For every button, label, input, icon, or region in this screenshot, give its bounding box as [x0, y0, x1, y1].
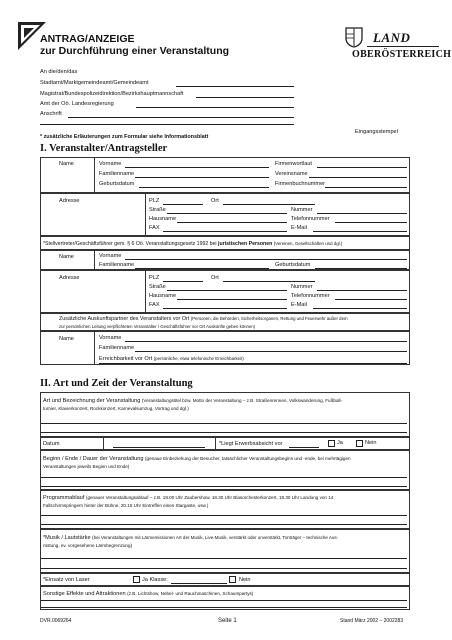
laser-no-label: Nein [239, 577, 251, 583]
city-field[interactable] [223, 204, 315, 205]
effects-block [40, 586, 410, 610]
laser-label: *Einsatz von Laser [43, 577, 90, 583]
contact-first-name-field[interactable] [125, 341, 407, 342]
email-label: E-Mail [291, 225, 307, 231]
recipient-field-2[interactable] [196, 97, 294, 98]
program-block [40, 490, 410, 529]
contact-name-label: Name [59, 336, 74, 342]
music-detail: (bei Veranstaltungen mit Lärmemissionen Art der Musik, Live-Musik, verstärkt oder unverstärkt, Tonträger – technische Aus- [92, 535, 339, 540]
duration-block [40, 450, 410, 490]
music-field-2[interactable] [41, 568, 407, 569]
music-main: *Musik / Lautstärke [43, 535, 91, 541]
proxy-note-bold: juristischen Personen [218, 241, 273, 247]
contact-reach-label [99, 355, 244, 363]
contact-reach-field[interactable] [99, 363, 407, 364]
title-line-1: ANTRAG/ANZEIGE [40, 33, 135, 45]
event-type-examples: turnier, Klavierkonzert, Rockkonzert, Karnevalsumzug, Vortrag und dgl.) [43, 406, 189, 411]
zip-field[interactable] [163, 204, 203, 205]
phone-label: Telefonnummer [291, 216, 330, 222]
program-examples: Fallschirmspringern hinter der Bühne, 20.15 Uhr Eintreffen eines Stargaste, usw.) [43, 503, 209, 508]
company-name-label: Firmenwortlaut [275, 161, 312, 167]
recipient-line-2: Magistrat/Bundespolizeidirektion/Bezirkshauptmannschaft [40, 91, 184, 97]
zip-label: PLZ [149, 198, 160, 204]
contact-last-name-field[interactable] [135, 351, 407, 352]
section-1-title: I. Veranstalter/Antragsteller [40, 143, 168, 154]
house-name-field[interactable] [177, 222, 287, 223]
proxy-email-label: E-Mail [291, 302, 307, 308]
proxy-birth-label: Geburtsdatum [275, 262, 311, 268]
last-name-field[interactable] [135, 177, 269, 178]
land-logo [340, 22, 452, 66]
proxy-house-name-label: Hausname [149, 293, 177, 299]
recipients-intro: An die/den/das [40, 69, 78, 75]
effects-detail: (z.B. Lichtshow, Nebel- und Rauchmaschinen, Schaumpartys) [127, 591, 254, 596]
birth-date-field[interactable] [139, 187, 269, 188]
duration-label [43, 455, 351, 463]
first-name-field[interactable] [125, 167, 269, 168]
address-block [40, 193, 410, 236]
proxy-address-block [40, 270, 410, 313]
proxy-name-block [40, 250, 410, 270]
proxy-street-field[interactable] [167, 290, 287, 291]
effects-field-2[interactable] [41, 607, 407, 608]
stamp-label: Eingangsstempel [355, 129, 398, 135]
contact-note-line-2: zur persönlichen Leitung verpflichteten Veranstalter / Geschäftsführer vor Ort Auskünfte geben können) [59, 324, 256, 329]
contact-reach-detail: (persönliche, etwa telefonische Erreichbarkeit) [153, 356, 244, 361]
profit-intent-label: *Liegt Erwerbsabsicht vor [219, 441, 283, 447]
proxy-fax-field[interactable] [163, 308, 287, 309]
info-note: * zusätzliche Erläuterungen zum Formular siehe Informationsblatt [40, 134, 209, 140]
footer-version: Stand März 2002 – 2002283 [340, 618, 404, 624]
program-main: Programmablauf [43, 495, 85, 501]
proxy-number-label: Nummer [291, 284, 313, 290]
music-label [43, 534, 338, 542]
event-type-field-2[interactable] [41, 432, 407, 433]
proxy-phone-label: Telefonnummer [291, 293, 330, 299]
profit-yes-checkbox[interactable] [328, 440, 335, 447]
street-label: Straße [149, 207, 166, 213]
club-name-label: Vereinsname [275, 171, 308, 177]
effects-label [43, 590, 253, 598]
proxy-email-field[interactable] [313, 308, 407, 309]
proxy-city-field[interactable] [223, 281, 315, 282]
date-block [40, 437, 410, 450]
recipient-line-4: Anschrift [40, 111, 62, 117]
recipient-line-3: Amt der Oö. Landesregierung [40, 101, 114, 107]
proxy-note-suffix: (Vereinen, Gesellschaften und dgl.) [273, 241, 343, 246]
proxy-note-block [40, 236, 410, 250]
street-field[interactable] [167, 213, 287, 214]
proxy-city-label: Ort [211, 275, 219, 281]
city-label: Ort [211, 198, 219, 204]
laser-yes-checkbox[interactable] [133, 576, 140, 583]
date-label: Datum [43, 441, 60, 447]
music-block [40, 529, 410, 573]
music-examples: rüstung, ev. vorgesehene Lärmbegrenzung) [43, 543, 133, 548]
laser-block [40, 573, 410, 586]
contact-note-main: Zusätzliche Auskunftspartner des Veranstalters vor Ort [59, 316, 190, 322]
contact-note-block [40, 313, 410, 331]
profit-intent-field[interactable] [289, 447, 319, 448]
program-field-2[interactable] [41, 524, 407, 525]
event-type-label [43, 397, 342, 405]
effects-main: Sonstige Effekte und Attraktionen [43, 591, 126, 597]
proxy-first-name-field[interactable] [125, 259, 407, 260]
logo-region-text: OBERÖSTERREICH [352, 49, 452, 60]
contact-person-block [40, 331, 410, 365]
company-name-field[interactable] [317, 167, 407, 168]
name-label: Name [59, 161, 74, 167]
coat-of-arms-icon [344, 26, 364, 48]
proxy-name-label: Name [59, 254, 74, 260]
proxy-first-name-label: Vorname [99, 253, 122, 259]
birth-date-label: Geburtsdatum [99, 181, 135, 187]
laser-class-field[interactable] [171, 583, 227, 584]
register-number-field[interactable] [325, 187, 407, 188]
contact-note-line-1 [59, 315, 348, 323]
page-title [40, 33, 229, 57]
program-detail: (genauer Veranstaltungsablauf – z.B. 18.00 Uhr Zaubershow, 18.30 Uhr Blasorchesterkonzert, 19.30 Uhr Landung von 14 [85, 495, 334, 500]
fax-field[interactable] [163, 231, 287, 232]
contact-last-name-label: Familienname [99, 345, 135, 351]
address-label: Adresse [59, 198, 80, 204]
program-field-1[interactable] [41, 515, 407, 516]
recipient-field-5[interactable] [40, 124, 294, 125]
duration-field-1[interactable] [41, 477, 407, 478]
profit-yes-label: Ja [337, 440, 343, 446]
recipient-field-3[interactable] [136, 107, 294, 108]
proxy-note [43, 240, 342, 248]
last-name-label: Familienname [99, 171, 135, 177]
profit-no-label: Nein [365, 440, 377, 446]
date-field[interactable] [113, 447, 205, 448]
proxy-house-name-field[interactable] [177, 299, 287, 300]
proxy-last-name-label: Familienname [99, 262, 135, 268]
phone-field[interactable] [335, 222, 407, 223]
duration-field-2[interactable] [41, 486, 407, 487]
first-name-label: Vorname [99, 161, 122, 167]
logo-land-text: LAND [373, 30, 411, 45]
profit-no-checkbox[interactable] [356, 440, 363, 447]
event-type-main: Art und Bezeichnung der Veranstaltung [43, 398, 141, 404]
proxy-last-name-field[interactable] [135, 268, 269, 269]
proxy-fax-label: FAX [149, 302, 160, 308]
footer-dvr: DVR.0069264 [40, 618, 72, 624]
event-type-block [40, 392, 410, 437]
club-name-field[interactable] [309, 177, 407, 178]
contact-note-detail: (Personen, die Behörden, Sicherheitsorganen, Rettung und Feuerwehr außer dem [190, 316, 348, 321]
name-block [40, 157, 410, 193]
recipient-field-4[interactable] [68, 117, 294, 118]
music-field-1[interactable] [41, 558, 407, 559]
section-2-title: II. Art und Zeit der Veranstaltung [40, 378, 193, 389]
footer-page: Seite 1 [218, 618, 237, 624]
register-number-label: Firmenbuchnummer [275, 181, 326, 187]
contact-first-name-label: Vorname [99, 335, 122, 341]
recipient-field-1[interactable] [176, 86, 294, 87]
duration-detail: (genaue Einbeziehung der Besucher, tatsächlicher Veranstaltungsbeginn und -ende, bei mehrtägigen [145, 456, 351, 461]
house-number-label: Nummer [291, 207, 313, 213]
proxy-phone-field[interactable] [335, 299, 407, 300]
fax-label: FAX [149, 225, 160, 231]
proxy-note-prefix: *Stellvertreter/Geschäftsführer gem. § 6 Oö. Veranstaltungsgesetz 1992 bei [43, 241, 217, 247]
proxy-street-label: Straße [149, 284, 166, 290]
recipient-line-1: Stadtamt/Marktgemeindeamt/Gemeindeamt [40, 80, 149, 86]
effects-field-1[interactable] [41, 600, 407, 601]
house-number-field[interactable] [317, 213, 407, 214]
house-name-label: Hausname [149, 216, 177, 222]
proxy-birth-field[interactable] [315, 268, 407, 269]
event-type-detail: (Veranstaltungstitel bzw. Motto der Veranstaltung – z.B. Straßenrennen, Volkswanderung, Fußball- [141, 398, 343, 403]
proxy-number-field[interactable] [317, 290, 407, 291]
laser-class-label: Ja Klasse: [142, 577, 168, 583]
proxy-zip-label: PLZ [149, 275, 160, 281]
program-label [43, 494, 333, 502]
proxy-zip-field[interactable] [163, 281, 203, 282]
email-field[interactable] [313, 231, 407, 232]
contact-reach-main: Erreichbarkeit vor Ort [99, 356, 153, 362]
event-type-field-1[interactable] [41, 423, 407, 424]
duration-examples: Veranstaltungen jeweils Beginn und Ende) [43, 464, 130, 469]
laser-no-checkbox[interactable] [229, 576, 236, 583]
title-line-2: zur Durchführung einer Veranstaltung [40, 45, 230, 57]
duration-main: Beginn / Ende / Dauer der Veranstaltung [43, 456, 144, 462]
proxy-address-label: Adresse [59, 275, 80, 281]
